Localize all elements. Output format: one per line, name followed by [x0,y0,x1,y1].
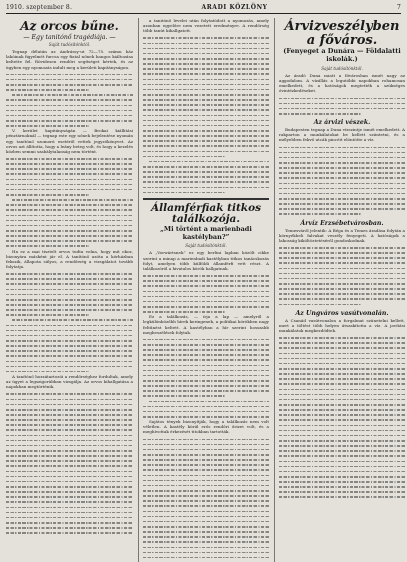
text-lines [279,245,405,307]
article-headline-allamferfiak: Államférfiak titkos találkozója. [150,201,261,225]
article-paragraph: A tanítónő hozzátartozói a rendőrséghez fordultak, amely az ügyet a legszigorúbban vizsgálja. Az orvos kihallgatása a napokban megtörténik. [6,374,133,390]
text-lines [279,145,405,217]
column-1 [6,18,133,562]
text-lines [279,96,405,117]
article-paragraph: A „Vorwärtsnek” ez egy berlini lapban közölt cikke szerint a minap a marienbadi kastélyban titkos tanácskozás folyt, amelyen több külföldi államférfi vett részt. A találkozóról a hivatalos körök hallgatnak. [143,250,269,271]
text-lines [6,271,133,374]
section-title: Az árvizi vészek. [313,119,371,127]
text-lines [143,437,269,560]
article-paragraph: V. kerület kapitányságán — Brokai kiállitási pénztárnoknál — tegnap este egy nőnek bejelentése nyomán egy tanítónő szomorú esetéről vettek jegyzőkönyvet. Az orvos azt állította, hogy a leány beteg volt, és hogy a kezelés közben semmi szabálytalanság nem történt. [6,128,133,154]
article-paragraph: Tegnap délután az Andrássy-ut 72—75. számu ház lakóinak figyelmét furcsa egy fiatal nőnek hangos kiáltozása keltette fel. Rövidesen rendőri segítséget kértek, és az ügyben egy nyomozás indult meg a kerületi kapitányságon. [6,49,133,70]
article-paragraph: Ha ez a mai tisztelt orvos tudta volna, hogy mit okoz, bizonyára másként jár el. A tanítónő azóta a kórházban fekszik, állapota súlyos, a rendőrség a vizsgálatot tovább folytatja. [6,248,133,270]
column-3 [274,18,405,562]
text-lines [279,335,405,500]
section-title: Árvíz Erzsébetvárosban. [300,219,384,227]
article-paragraph: Budapesten tegnap a Duna vízszintje ismét emelkedett. A rakparton a munkálatokat be kellett szüntetni, és a mélyebben fekvő utcák pincéit elöntötte a víz. [279,127,405,143]
article-byline: Saját tudósítónktól. [321,65,363,71]
article-subheadline-allamferfiak: „Mi történt a marienbadi kastélyban?” [160,224,252,241]
newspaper-title: ARADI KÖZLÖNY [201,4,268,11]
article-paragraph: Temesváról jelentik: A Béga és a Temes áradása folytán a környékbeli falvakat veszély fenyegeti. A hatóságok a lakosság kiköltöztetéséről gondoskodnak. [279,227,405,243]
masthead [6,4,401,14]
section-divider [143,198,269,200]
text-lines [6,72,133,129]
page-number: 7 [396,4,401,11]
text-lines [143,337,269,419]
article-headline-orvos: Az orcos bűne. [20,19,119,33]
article-paragraph: A Csanád vasútvonalon a forgalmat szünetelni kellett, mert a töltést több helyen átszakította a víz. A javítási munkálatok megkezdődtek. [279,317,405,333]
text-lines [143,273,269,314]
article-paragraph: Sajátos tények bizonyítják, hogy a találkozás nem volt véletlen. A kastély körül erős rendőri őrizet volt, és a meghívottak érkezését titokban tartották. [143,419,269,435]
article-subheadline-arviz: (Fenyeget a Dunára — Földalatti iskolák.) [283,47,401,64]
article-paragraph: Az áradó Duna miatt a fővárosban ismét nagy az aggodalom. A vízállás a legutóbbi napokban rohamosan emelkedett, és a hatóságok megtették a szükséges óvintézkedéseket. [279,72,405,94]
article-byline: Saját tudósítónktól. [48,42,91,48]
text-lines [6,391,133,535]
article-paragraph: Ez a találkozás, — írja a lap — amelyről a legkülönbözőbb hírek keringenek, a politikai körökben nagy feltűnést keltett. A kastélyban a hír szerint hosszabb megbeszélések folytak. [143,314,269,335]
columns [6,18,405,562]
article-subheadline-orvos: — Egy tanitónő tragédiája. — [23,33,116,41]
article-headline-arviz: Árvizveszélyben a főváros. [284,19,400,48]
text-lines [6,156,133,249]
article-paragraph: a tanitónő levelei után folytatódott a nyomozás, amely azonban egyelőre nem vezetett eredményre. A rendőrség több tanút kihallgatott. [143,18,269,34]
issue-date: 1910. szeptember 8. [6,4,73,11]
column-2 [138,18,269,562]
section-title: Az Ungváros vasútvonalán. [295,309,389,317]
text-lines [143,35,269,194]
article-byline: Saját tudósítónktól. [185,243,227,249]
